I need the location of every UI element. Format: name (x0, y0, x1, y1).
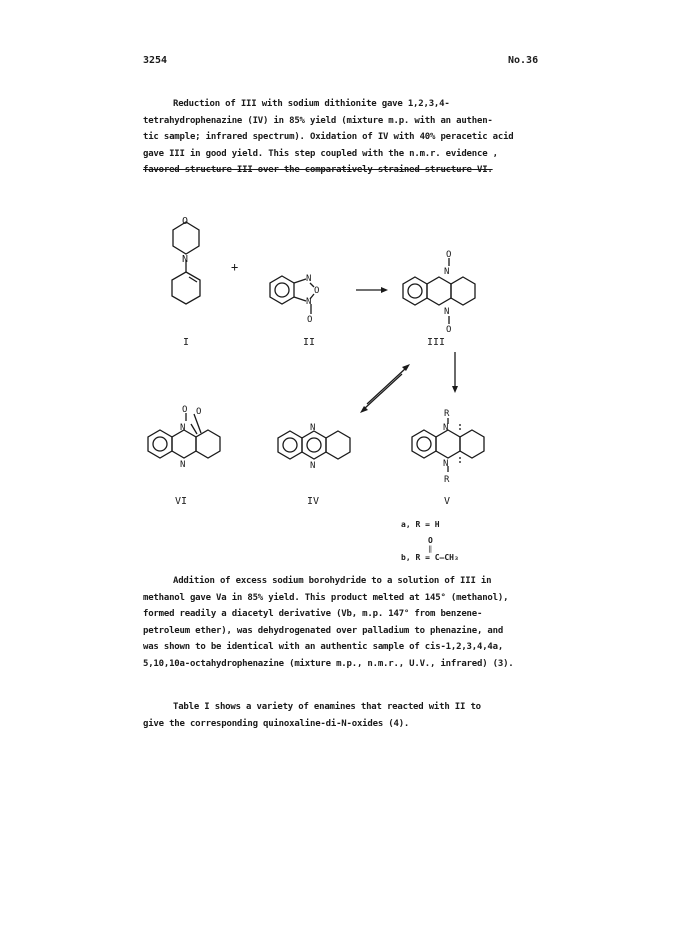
atom-N: N (310, 461, 316, 471)
atom-O: O (307, 315, 313, 325)
atom-N: N (443, 459, 449, 469)
paragraph-1-line: gave III in good yield. This step coupled with the n.m.r. evidence , (143, 148, 498, 159)
paragraph-1-line: tetrahydrophenazine (IV) in 85% yield (mixture m.p. with an authen- (143, 115, 493, 126)
paragraph-2-line: 5,10,10a-octahydrophenazine (mixture m.p., n.m.r., U.V., infrared) (3). (143, 658, 514, 669)
atom-O: O (446, 325, 452, 335)
atom-O: O (446, 250, 452, 260)
paragraph-2-line: Addition of excess sodium borohydride to a solution of III in (173, 576, 492, 586)
atom-R: R (444, 475, 450, 485)
atom-N: N (310, 423, 316, 433)
benzo-ring (148, 430, 172, 458)
label-V: V (444, 496, 451, 507)
journal-issue: No.36 (508, 55, 539, 66)
compound-IV (278, 423, 350, 471)
equilibrium-arrows (360, 364, 410, 413)
paragraph-3 (143, 699, 543, 732)
carbonyl-double-bond: ‖ (428, 545, 433, 553)
atom-O: O (182, 405, 188, 415)
aromatic-circle (307, 438, 321, 452)
atom-O: O (196, 407, 202, 417)
aromatic-circle (283, 438, 297, 452)
benzo-ring (278, 431, 302, 459)
arrow-II-to-III (356, 287, 388, 293)
paragraph-1-line: tic sample; infrared spectrum). Oxidation of IV with 40% peracetic acid (143, 132, 514, 142)
paragraph-1-line-struck: favored structure III over the comparatively strained structure VI. (143, 165, 493, 175)
atom-N: N (180, 423, 186, 433)
label-I: I (183, 337, 190, 348)
cyclohexane-ring (460, 430, 484, 458)
atom-N: N (180, 460, 186, 470)
carbonyl-oxygen: O (428, 536, 433, 545)
paragraph-2 (143, 573, 543, 672)
page-number: 3254 (143, 55, 168, 66)
pyrazine-ring (427, 277, 451, 305)
benzo-ring (403, 277, 427, 305)
piperazine-ring (436, 430, 460, 458)
paragraph-2-line: formed readily a diacetyl derivative (Vb, m.p. 147° from benzene- (143, 609, 483, 619)
atom-N: N (444, 307, 450, 317)
arrow-III-to-V (452, 352, 458, 393)
paragraph-2-line: petroleum ether), was dehydrogenated over palladium to phenazine, and (143, 625, 504, 636)
cyclohexane-ring (196, 430, 220, 458)
compound-III (403, 250, 475, 335)
cyclohexene-ring (172, 272, 200, 304)
atom-N: N (306, 274, 312, 284)
atom-N: N (182, 254, 189, 265)
substituent-b: b, R = C–CH₃ (401, 553, 459, 562)
paragraph-3-line: Table I shows a variety of enamines that reacted with II to (173, 702, 481, 712)
pyrazine-ring (172, 430, 196, 458)
paragraph-2-line: methanol gave Va in 85% yield. This product melted at 145° (methanol), (143, 592, 509, 603)
benzene-ring (270, 276, 294, 304)
aromatic-circle (153, 437, 167, 451)
aromatic-circle (417, 437, 431, 451)
benzo-ring (412, 430, 436, 458)
compound-I (172, 216, 200, 304)
atom-R: R (444, 409, 450, 419)
compound-V (412, 409, 484, 485)
pyrazine-ring (302, 431, 326, 459)
substituent-a: a, R = H (401, 520, 440, 529)
compound-II (270, 274, 319, 325)
cyclohexane-ring (326, 431, 350, 459)
paragraph-3-line: give the corresponding quinoxaline-di-N-oxides (4). (143, 718, 410, 729)
paragraph-2-line: was shown to be identical with an authentic sample of cis-1,2,3,4,4a, (143, 642, 504, 652)
label-II: II (303, 337, 316, 348)
atom-N: N (444, 267, 450, 277)
atom-O: O (182, 216, 189, 227)
atom-N: N (443, 423, 449, 433)
aromatic-circle (275, 283, 289, 297)
label-VI: VI (175, 496, 188, 507)
atom-N: N (306, 297, 312, 307)
cyclohexane-ring (451, 277, 475, 305)
label-III: III (427, 337, 446, 348)
label-IV: IV (307, 496, 320, 507)
compound-VI (148, 405, 220, 470)
atom-O: O (314, 286, 320, 296)
plus-sign: + (231, 260, 239, 274)
aromatic-circle (408, 284, 422, 298)
paragraph-1-line: Reduction of III with sodium dithionite gave 1,2,3,4- (173, 99, 450, 109)
